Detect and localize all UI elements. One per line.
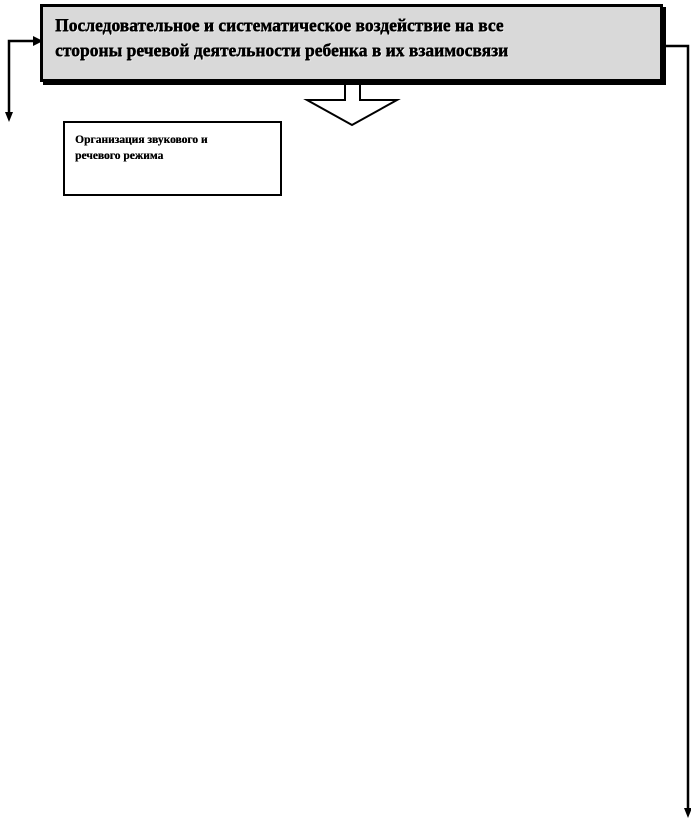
- down-block-arrow: [307, 84, 397, 125]
- sound-speech-mode-text-line-1: Организация звукового и: [75, 134, 208, 146]
- sound-speech-mode-box: [63, 121, 282, 196]
- sound-speech-mode-text-line-2: речевого режима: [75, 150, 164, 162]
- left-connector-arrowhead-down: [5, 112, 13, 122]
- right-connector-line: [665, 46, 688, 810]
- right-connector-arrowhead-down: [684, 808, 691, 818]
- left-connector-line: [9, 41, 36, 114]
- main-principle-box: [40, 4, 663, 82]
- main-principle-text-line-1: Последовательное и систематическое воздействие на все: [55, 15, 504, 35]
- main-principle-text-line-2: стороны речевой деятельности ребенка в их взаимосвязи: [55, 40, 509, 60]
